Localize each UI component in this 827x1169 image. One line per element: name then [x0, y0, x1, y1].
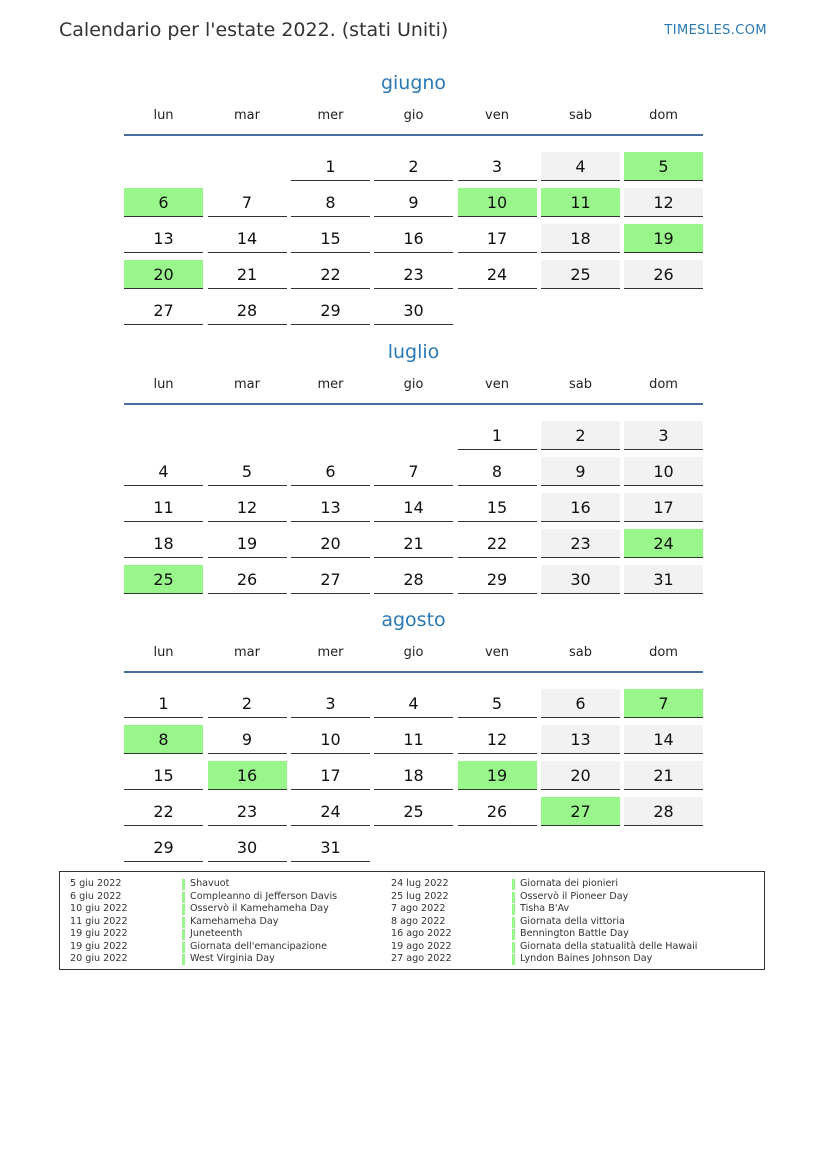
weekday-header: mar	[234, 108, 260, 123]
legend-marker	[512, 904, 515, 915]
holiday-day-cell: 5	[624, 152, 703, 181]
day-cell: 24	[291, 797, 370, 826]
day-cell: 14	[374, 493, 453, 522]
weekday-header: mer	[317, 108, 344, 123]
legend-marker	[512, 942, 515, 953]
weekday-header: gio	[403, 645, 424, 660]
day-cell: 4	[541, 152, 620, 181]
day-cell: 8	[291, 188, 370, 217]
legend-marker	[182, 917, 185, 928]
day-cell: 14	[208, 224, 287, 253]
day-cell: 4	[124, 457, 203, 486]
day-cell: 7	[374, 457, 453, 486]
day-cell: 31	[624, 565, 703, 594]
weekday-header: dom	[649, 377, 678, 392]
legend-date: 25 lug 2022	[391, 890, 449, 902]
legend-holiday-name: Compleanno di Jefferson Davis	[190, 890, 338, 902]
holiday-day-cell: 25	[124, 565, 203, 594]
weekday-header: ven	[485, 108, 509, 123]
day-cell: 23	[374, 260, 453, 289]
day-cell: 5	[208, 457, 287, 486]
legend-holiday-name: Juneteenth	[190, 928, 243, 939]
day-cell: 17	[291, 761, 370, 790]
day-cell: 22	[458, 529, 537, 558]
day-cell: 23	[208, 797, 287, 826]
day-cell: 26	[624, 260, 703, 289]
day-cell: 22	[291, 260, 370, 289]
day-cell: 11	[124, 493, 203, 522]
day-cell: 27	[291, 565, 370, 594]
day-cell: 16	[541, 493, 620, 522]
legend-date: 19 ago 2022	[391, 940, 452, 952]
day-cell: 21	[374, 529, 453, 558]
day-cell: 2	[541, 421, 620, 450]
day-cell: 15	[124, 761, 203, 790]
day-cell: 27	[124, 296, 203, 325]
day-cell: 7	[208, 188, 287, 217]
weekday-header: mar	[234, 645, 260, 660]
month-title: giugno	[380, 72, 447, 94]
day-cell: 28	[208, 296, 287, 325]
page-title: Calendario per l'estate 2022. (stati Uniti)	[59, 19, 449, 41]
legend-holiday-name: Tisha B'Av	[520, 903, 570, 914]
day-cell: 23	[541, 529, 620, 558]
holiday-day-cell: 11	[541, 188, 620, 217]
day-cell: 5	[458, 689, 537, 718]
day-cell: 29	[124, 833, 203, 862]
day-cell: 26	[208, 565, 287, 594]
day-cell: 8	[458, 457, 537, 486]
day-cell: 30	[541, 565, 620, 594]
holiday-day-cell: 24	[624, 529, 703, 558]
day-cell: 15	[458, 493, 537, 522]
weekday-header: lun	[153, 377, 174, 392]
day-cell: 21	[624, 761, 703, 790]
legend-marker	[182, 892, 185, 903]
day-cell: 26	[458, 797, 537, 826]
day-cell: 6	[541, 689, 620, 718]
day-cell: 28	[374, 565, 453, 594]
legend-holiday-name: Lyndon Baines Johnson Day	[520, 953, 653, 964]
legend-marker	[182, 942, 185, 953]
day-cell: 25	[374, 797, 453, 826]
legend-date: 11 giu 2022	[70, 915, 128, 927]
legend-marker	[512, 917, 515, 928]
weekday-header: dom	[649, 108, 678, 123]
weekday-header: sab	[569, 377, 592, 392]
legend-holiday-name: Giornata della statualità delle Hawaii	[520, 940, 698, 952]
month-title: agosto	[381, 609, 446, 631]
legend-holiday-name: Osservò il Pioneer Day	[520, 890, 629, 902]
holiday-legend	[59, 871, 765, 970]
day-cell: 2	[374, 152, 453, 181]
day-cell: 12	[458, 725, 537, 754]
legend-marker	[512, 929, 515, 940]
legend-holiday-name: Bennington Battle Day	[520, 928, 629, 939]
day-cell: 4	[374, 689, 453, 718]
day-cell: 13	[541, 725, 620, 754]
legend-marker	[182, 904, 185, 915]
day-cell: 13	[124, 224, 203, 253]
day-cell: 3	[458, 152, 537, 181]
day-cell: 1	[291, 152, 370, 181]
legend-holiday-name: Giornata dell'emancipazione	[190, 940, 328, 952]
legend-marker	[182, 954, 185, 965]
day-cell: 12	[624, 188, 703, 217]
day-cell: 28	[624, 797, 703, 826]
holiday-day-cell: 8	[124, 725, 203, 754]
weekday-header: gio	[403, 377, 424, 392]
day-cell: 6	[291, 457, 370, 486]
day-cell: 1	[124, 689, 203, 718]
legend-holiday-name: Kamehameha Day	[190, 915, 279, 927]
day-cell: 17	[458, 224, 537, 253]
legend-date: 19 giu 2022	[70, 928, 128, 939]
holiday-day-cell: 20	[124, 260, 203, 289]
weekday-header: lun	[153, 108, 174, 123]
legend-holiday-name: Giornata dei pionieri	[520, 878, 618, 889]
legend-date: 5 giu 2022	[70, 878, 122, 889]
day-cell: 10	[624, 457, 703, 486]
legend-date: 19 giu 2022	[70, 940, 128, 952]
legend-date: 6 giu 2022	[70, 890, 122, 902]
weekday-header: mer	[317, 377, 344, 392]
day-cell: 9	[541, 457, 620, 486]
day-cell: 24	[458, 260, 537, 289]
legend-marker	[512, 954, 515, 965]
legend-date: 7 ago 2022	[391, 903, 446, 914]
legend-holiday-name: Giornata della vittoria	[520, 915, 625, 927]
weekday-header: sab	[569, 108, 592, 123]
legend-date: 27 ago 2022	[391, 953, 452, 964]
day-cell: 1	[458, 421, 537, 450]
weekday-header: ven	[485, 377, 509, 392]
header-rule	[124, 671, 703, 673]
day-cell: 19	[208, 529, 287, 558]
site-link[interactable]: TIMESLES.COM	[664, 23, 767, 38]
day-cell: 9	[208, 725, 287, 754]
day-cell: 20	[541, 761, 620, 790]
day-cell: 20	[291, 529, 370, 558]
day-cell: 2	[208, 689, 287, 718]
holiday-day-cell: 19	[624, 224, 703, 253]
day-cell: 13	[291, 493, 370, 522]
holiday-day-cell: 10	[458, 188, 537, 217]
legend-date: 16 ago 2022	[391, 928, 452, 939]
weekday-header: dom	[649, 645, 678, 660]
legend-holiday-name: Shavuot	[190, 878, 230, 889]
day-cell: 22	[124, 797, 203, 826]
day-cell: 3	[291, 689, 370, 718]
legend-date: 24 lug 2022	[391, 878, 449, 889]
legend-holiday-name: West Virginia Day	[190, 953, 275, 964]
header-rule	[124, 134, 703, 136]
legend-marker	[512, 892, 515, 903]
day-cell: 18	[124, 529, 203, 558]
day-cell: 14	[624, 725, 703, 754]
weekday-header: lun	[153, 645, 174, 660]
legend-date: 10 giu 2022	[70, 903, 128, 914]
day-cell: 30	[374, 296, 453, 325]
day-cell: 29	[291, 296, 370, 325]
legend-marker	[182, 929, 185, 940]
day-cell: 25	[541, 260, 620, 289]
weekday-header: sab	[569, 645, 592, 660]
day-cell: 18	[541, 224, 620, 253]
header-rule	[124, 403, 703, 405]
day-cell: 15	[291, 224, 370, 253]
holiday-day-cell: 6	[124, 188, 203, 217]
weekday-header: gio	[403, 108, 424, 123]
day-cell: 10	[291, 725, 370, 754]
legend-holiday-name: Osservò il Kamehameha Day	[190, 903, 329, 914]
legend-marker	[182, 879, 185, 890]
holiday-day-cell: 7	[624, 689, 703, 718]
day-cell: 29	[458, 565, 537, 594]
day-cell: 16	[374, 224, 453, 253]
day-cell: 11	[374, 725, 453, 754]
weekday-header: mer	[317, 645, 344, 660]
month-title: luglio	[387, 341, 440, 363]
day-cell: 9	[374, 188, 453, 217]
day-cell: 31	[291, 833, 370, 862]
day-cell: 30	[208, 833, 287, 862]
day-cell: 21	[208, 260, 287, 289]
day-cell: 3	[624, 421, 703, 450]
day-cell: 18	[374, 761, 453, 790]
holiday-day-cell: 19	[458, 761, 537, 790]
weekday-header: mar	[234, 377, 260, 392]
day-cell: 17	[624, 493, 703, 522]
day-cell: 12	[208, 493, 287, 522]
holiday-day-cell: 16	[208, 761, 287, 790]
holiday-day-cell: 27	[541, 797, 620, 826]
legend-marker	[512, 879, 515, 890]
weekday-header: ven	[485, 645, 509, 660]
legend-date: 8 ago 2022	[391, 915, 446, 927]
legend-date: 20 giu 2022	[70, 953, 128, 964]
